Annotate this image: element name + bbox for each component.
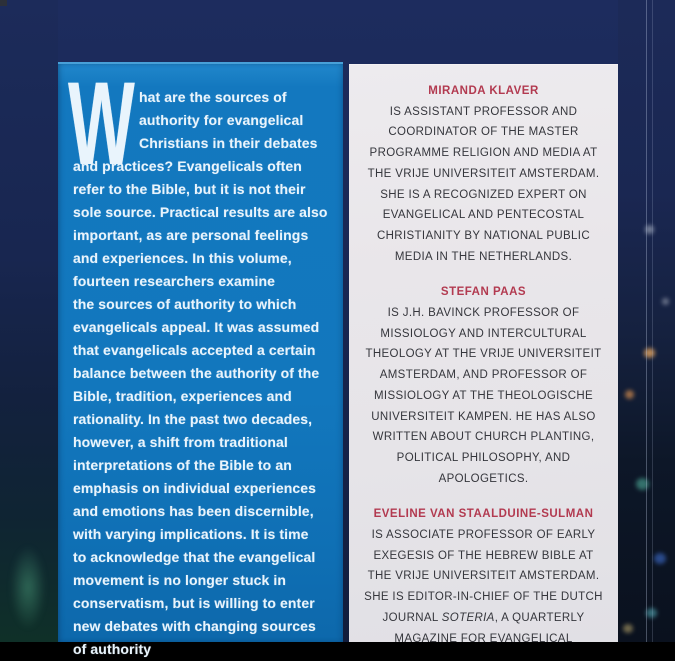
synopsis-line: and emotions has been discernible, [73, 503, 314, 519]
synopsis-line: fourteen researchers examine [73, 273, 276, 289]
synopsis-line: refer to the Bible, but it is not their [73, 181, 306, 197]
bokeh-light [636, 478, 649, 490]
bio-line: SHE IS A RECOGNIZED EXPERT ON [380, 188, 587, 201]
synopsis-line: rationality. In the past two decades, [73, 411, 313, 427]
bio-line: PROGRAMME RELIGION AND MEDIA AT [369, 147, 598, 160]
bio-line: MEDIA IN THE NETHERLANDS. [394, 250, 573, 263]
synopsis-line: interpretations of the Bible to an [73, 457, 292, 473]
synopsis-line: of authority [73, 641, 152, 657]
bokeh-light [623, 624, 633, 633]
bio-author-name: MIRANDA KLAVER [428, 85, 539, 97]
synopsis-line: emphasis on individual experiences [73, 480, 317, 496]
synopsis-line: to acknowledge that the evangelical [73, 549, 316, 565]
bio-author-name: STEFAN PAAS [440, 286, 527, 299]
bio-line: UNIVERSITEIT KAMPEN. HE HAS ALSO [371, 410, 596, 423]
bio-line: MISSIOLOGY AND INTERCULTURAL [380, 327, 587, 340]
scan-artifact [0, 0, 7, 6]
synopsis-line: with varying implications. It is time [73, 526, 309, 542]
bio-line: APOLOGETICS. [438, 472, 529, 485]
bio-line: THE VRIJE UNIVERSITEIT AMSTERDAM. [367, 167, 600, 180]
synopsis-line: important, as are personal feelings [73, 227, 309, 243]
bio-line: AMSTERDAM, AND PROFESSOR OF [379, 369, 588, 382]
bio-line: THE VRIJE UNIVERSITEIT AMSTERDAM. [367, 570, 600, 583]
authors-panel [349, 64, 618, 645]
bio-section [359, 282, 608, 489]
synopsis-line: evangelicals appeal. It was assumed [73, 319, 320, 335]
synopsis-text [73, 86, 343, 661]
synopsis-line: sole source. Practical results are also [73, 204, 328, 220]
bio-author-name: EVELINE VAN STAALDUINE-SULMAN [373, 508, 594, 521]
bio-line: MAGAZINE FOR EVANGELICAL [394, 632, 573, 645]
cover-fold-line [652, 0, 653, 642]
synopsis-line: Christians in their debates [139, 135, 318, 151]
bio-line: SHE IS EDITOR-IN-CHIEF OF THE DUTCH [364, 591, 603, 604]
bio-section [359, 504, 608, 649]
synopsis-line: Bible, tradition, experiences and [73, 388, 292, 404]
bio-line: COORDINATOR OF THE MASTER [388, 126, 579, 139]
synopsis-line: however, a shift from traditional [73, 434, 288, 450]
synopsis-line: balance between the authority of the [73, 365, 320, 381]
synopsis-line: conservatism, but is willing to enter [73, 595, 315, 611]
bio-line: EXEGESIS OF THE HEBREW BIBLE AT [373, 549, 594, 562]
synopsis-line: new debates with changing sources [73, 618, 316, 634]
bio-line: WRITTEN ABOUT CHURCH PLANTING, [372, 431, 595, 444]
bokeh-light [625, 390, 634, 399]
synopsis-panel [58, 58, 343, 657]
bio-line: EVANGELICAL AND PENTECOSTAL [382, 209, 585, 222]
synopsis-line: authority for evangelical [139, 112, 304, 128]
synopsis-line: and practices? Evangelicals often [73, 158, 302, 174]
synopsis-line: movement is no longer stuck in [73, 572, 287, 588]
bio-line: IS J.H. BAVINCK PROFESSOR OF [387, 307, 580, 320]
synopsis-line: and experiences. In this volume, [73, 250, 292, 266]
bio-line: MISSIOLOGY AT THE THEOLOGISCHE [373, 389, 594, 402]
cover-fold-line [646, 0, 647, 642]
bio-line: IS ASSOCIATE PROFESSOR OF EARLY [371, 529, 596, 542]
bio-line: IS ASSISTANT PROFESSOR AND [389, 105, 578, 118]
photo-background-left [0, 0, 58, 642]
bio-line: POLITICAL PHILOSOPHY, AND [396, 451, 571, 464]
drop-cap: W [68, 58, 135, 190]
bio-line: THEOLOGY AT THE VRIJE UNIVERSITEIT [365, 348, 602, 361]
synopsis-line: the sources of authority to which [73, 296, 297, 312]
bokeh-glow [10, 545, 46, 630]
bio-line: JOURNAL SOTERIA, A QUARTERLY [382, 611, 585, 624]
bios [359, 81, 608, 649]
bio-line: CHRISTIANITY BY NATIONAL PUBLIC [377, 229, 590, 242]
bokeh-light [662, 298, 669, 305]
bio-section [359, 81, 608, 267]
bokeh-light [654, 553, 666, 564]
synopsis-line: that evangelicals accepted a certain [73, 342, 316, 358]
synopsis-line: hat are the sources of [139, 89, 287, 105]
